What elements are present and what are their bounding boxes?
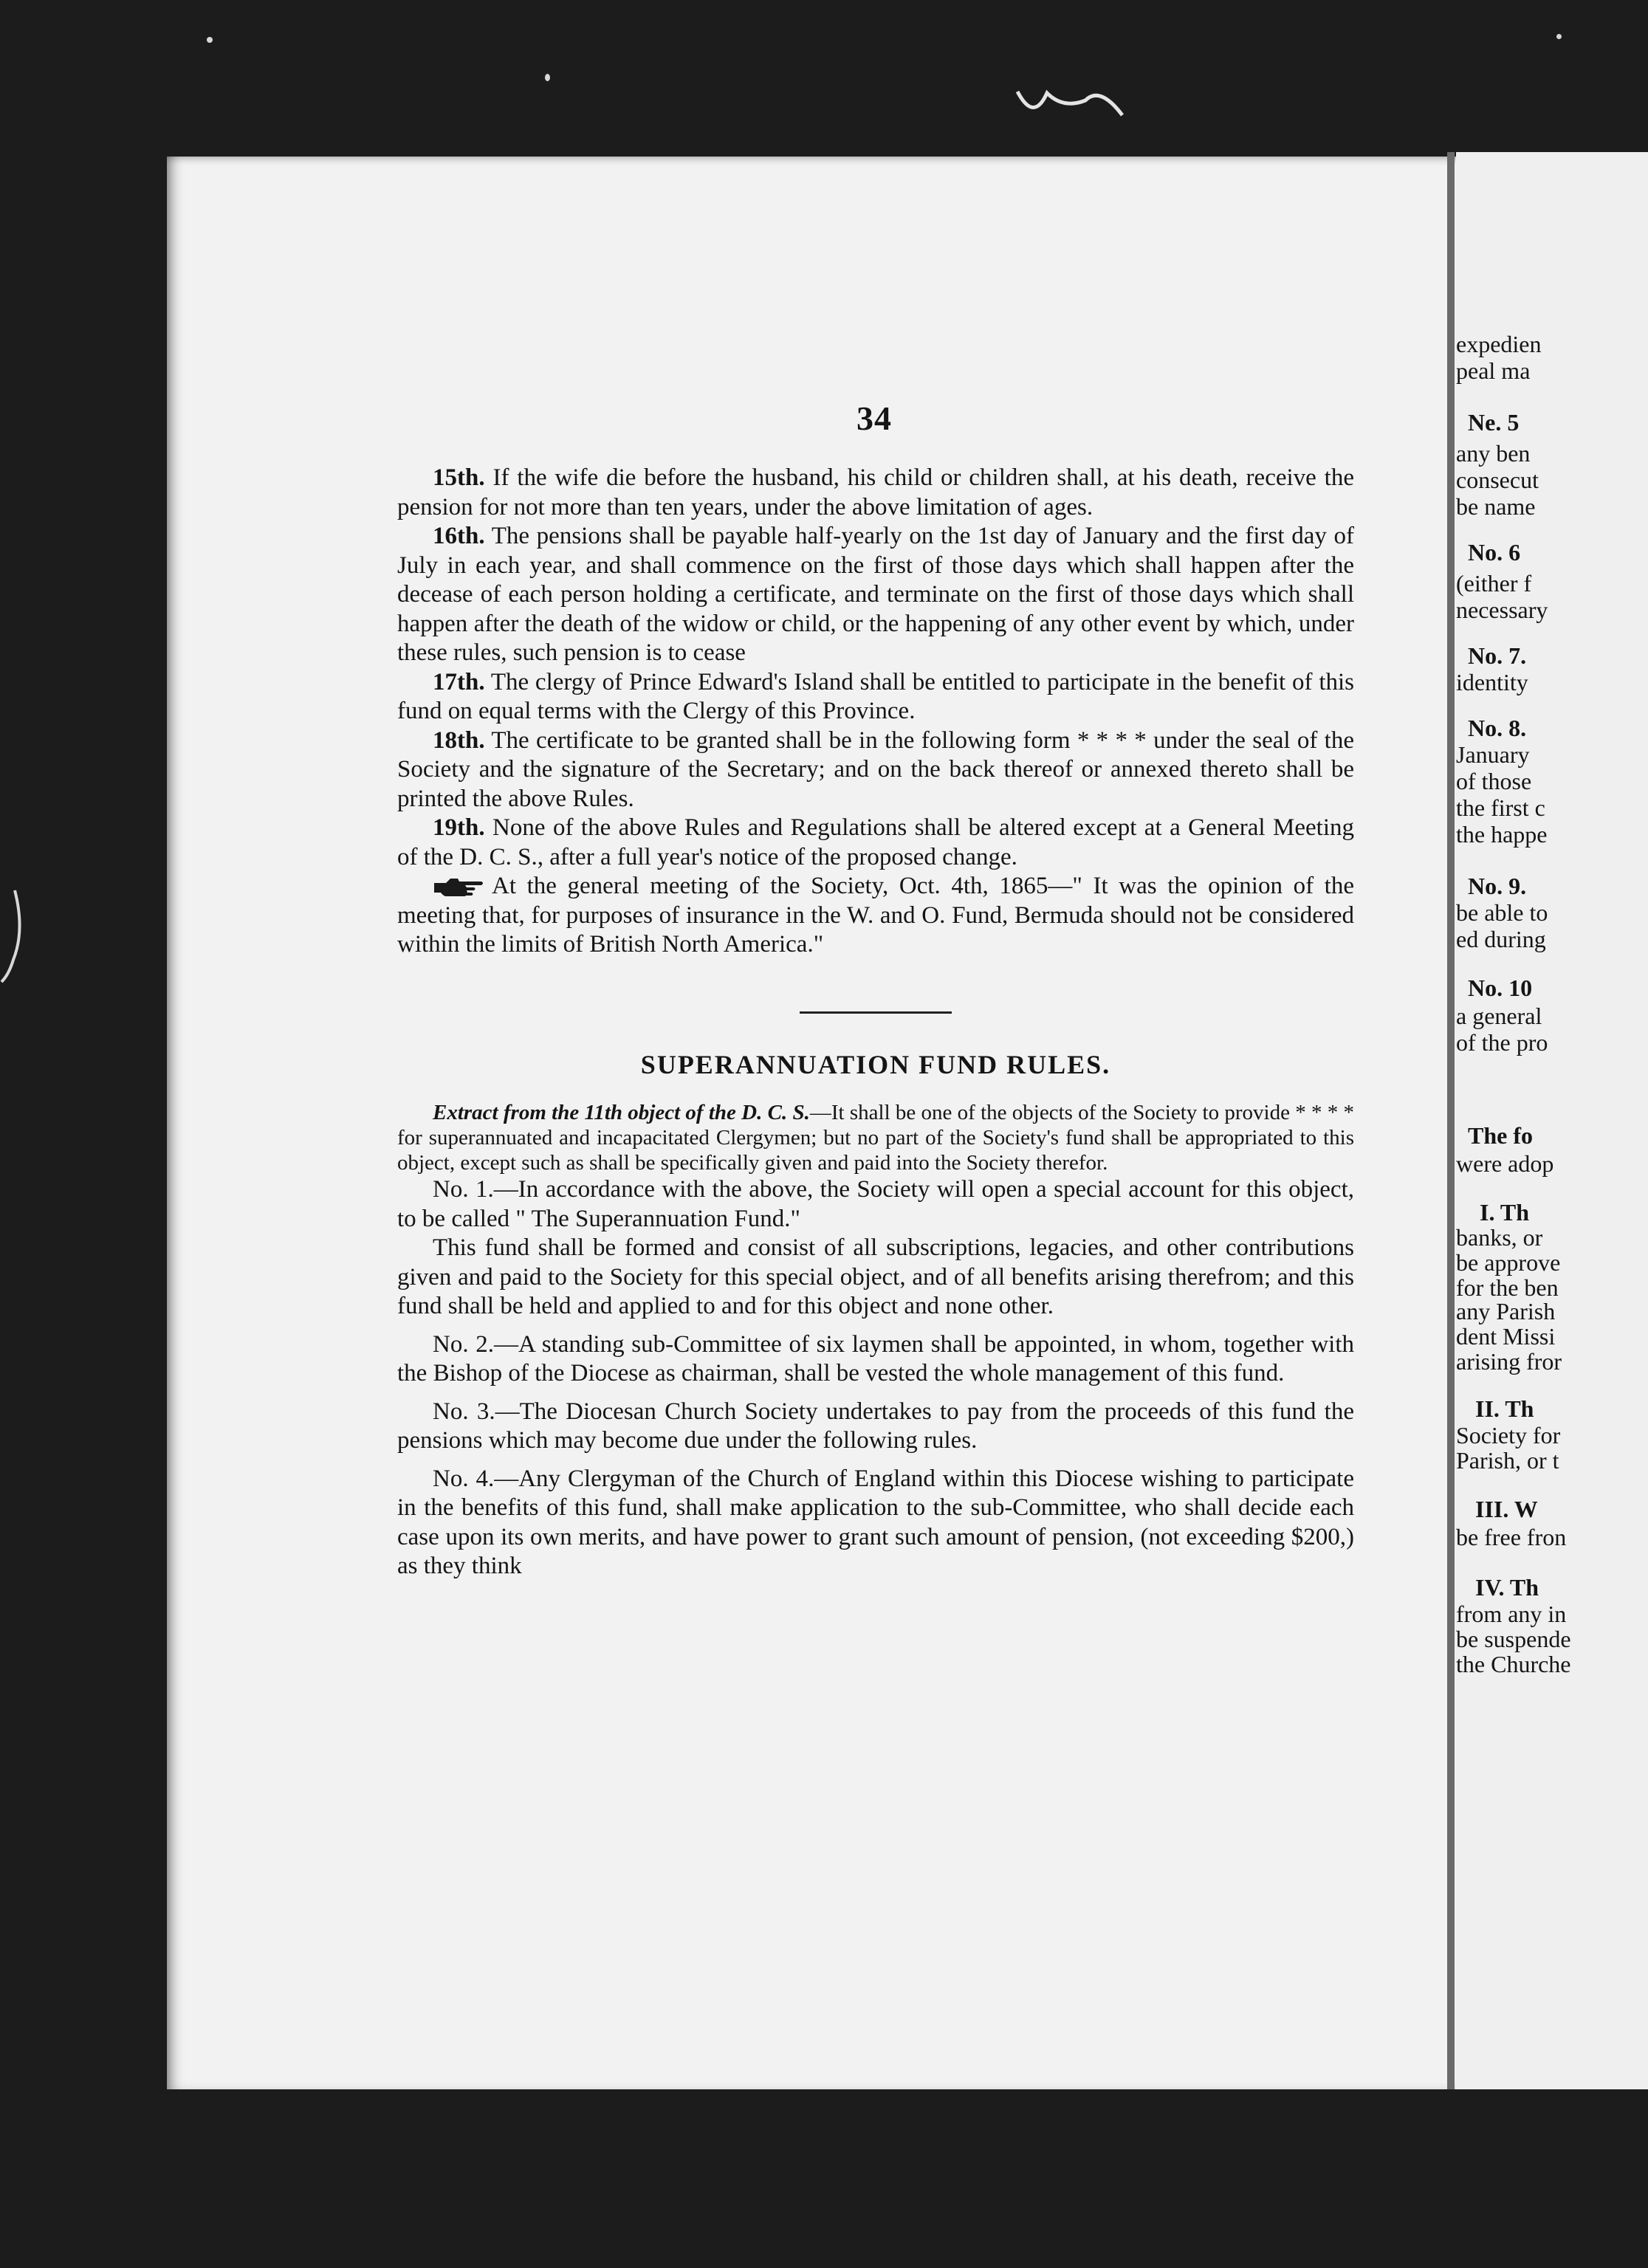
facing-page-line: No. 7.: [1468, 642, 1527, 669]
rule-text: The pensions shall be payable half-yearly on the 1st day of January and the first day of July in each year, and shall commence on the first of those days which shall happen after the decease of each person holding a certificate, and terminate on the first of those days which shall happen after the death of the widow or child, or the happening of any other event by which, under these rules, such pension is to cease: [397, 523, 1355, 666]
facing-page-line: the first c: [1456, 794, 1545, 821]
rule-label: 19th.: [433, 814, 485, 841]
facing-page-line: expedien: [1456, 331, 1542, 357]
facing-page-line: II. Th: [1475, 1395, 1534, 1422]
meeting-note: [397, 872, 1354, 960]
pointing-hand-icon: [433, 876, 486, 896]
rule-label: 18th.: [433, 726, 485, 754]
facing-page-line: be able to: [1456, 899, 1548, 926]
facing-page-line: a general: [1456, 1003, 1542, 1029]
scan-scratch: [0, 886, 30, 997]
rule-no-2: No. 2.—A standing sub-Committee of six laymen shall be appointed, in whom, together with the Bishop of the Diocese as chairman, shall be vested the whole management of this fund.: [397, 1330, 1354, 1386]
meeting-note-text: At the general meeting of the Society, Oct. 4th, 1865—" It was the opinion of the meeting that, for purposes of insurance in the W. and O. Fund, Bermuda should not be considered within the limits of British North America.": [397, 873, 1354, 958]
rule-no-1: No. 1.—In accordance with the above, the Society will open a special account for this object, to be called " The Superannuation Fund.": [397, 1176, 1354, 1232]
facing-page-line: No. 10: [1468, 975, 1533, 1001]
facing-page-line: The fo: [1468, 1122, 1533, 1149]
facing-page-line: Society for: [1456, 1422, 1561, 1449]
facing-page-line: be approve: [1456, 1249, 1561, 1276]
scan-speck: [1556, 34, 1562, 39]
right-page: [1456, 152, 1648, 2089]
facing-page-line: IV. Th: [1475, 1574, 1539, 1601]
scan-speck: [207, 37, 213, 43]
facing-page-line: ed during: [1456, 926, 1546, 952]
rule-text: If the wife die before the husband, his child or children shall, at his death, receive the pension for not more than ten years, under the above limitation of ages.: [397, 464, 1354, 520]
rule-18: [397, 726, 1354, 814]
section-title: SUPERANNUATION FUND RULES.: [640, 1049, 1111, 1079]
facing-page-line: January: [1456, 741, 1530, 768]
facing-page-line: the happe: [1456, 821, 1548, 848]
facing-page-line: No. 6: [1468, 539, 1521, 566]
extract-paragraph: [397, 1100, 1354, 1175]
facing-page-line: No. 8.: [1468, 715, 1527, 741]
rule-no-4: No. 4.—Any Clergyman of the Church of England within this Diocese wishing to participate in the benefits of this fund, shall make application to the sub-Committee, who shall decide each case upon its own merits, and have power to grant such amount of pension, (not exceeding $200,) as they think: [397, 1465, 1354, 1579]
rule-19: [397, 814, 1354, 872]
facing-page-line: banks, or: [1456, 1224, 1543, 1251]
facing-page-line: No. 9.: [1468, 873, 1527, 899]
rule-15: [397, 464, 1354, 522]
facing-page-line: the Churche: [1456, 1651, 1571, 1677]
section-divider: [800, 1011, 952, 1014]
page-number: 34: [856, 399, 892, 437]
facing-page-line: be name: [1456, 493, 1536, 520]
scan-scratch: [1012, 71, 1130, 123]
facing-page-line: I. Th: [1480, 1199, 1530, 1226]
facing-page-line: III. W: [1475, 1496, 1538, 1522]
rule-17: [397, 668, 1354, 726]
rule-label: 16th.: [433, 523, 485, 549]
facing-page-line: were adop: [1456, 1150, 1554, 1177]
rule-no-3: No. 3.—The Diocesan Church Society undertakes to pay from the proceeds of this fund the pensions which may become due under the following rules.: [397, 1398, 1354, 1454]
extract-text: —It shall be one of the objects of the Society to provide * * * * for superannuated and incapacitated Clergymen; but no part of the Society's fund shall be appropriated to this object, except such as shall be specifically given and paid into the Society therefor.: [397, 1101, 1354, 1175]
page-body: [397, 464, 1354, 1581]
facing-page-line: Parish, or t: [1456, 1447, 1559, 1474]
facing-page-line: Ne. 5: [1468, 409, 1520, 436]
rule-text: The clergy of Prince Edward's Island shall be entitled to participate in the benefit of this fund on equal terms with the Clergy of this Province.: [397, 668, 1355, 724]
extract-lead: Extract from the 11th object of the D. C. S.: [433, 1101, 810, 1124]
facing-page-line: any ben: [1456, 440, 1531, 467]
facing-page-line: any Parish: [1456, 1298, 1556, 1324]
rule-16: [397, 522, 1354, 668]
facing-page-line: be suspende: [1456, 1626, 1571, 1652]
page-gutter: [1447, 152, 1455, 2089]
facing-page-line: identity: [1456, 669, 1528, 695]
facing-page-line: from any in: [1456, 1601, 1567, 1627]
facing-page-line: peal ma: [1456, 357, 1531, 384]
facing-page-line: necessary: [1456, 597, 1548, 623]
facing-page-line: arising fror: [1456, 1348, 1562, 1375]
facing-page-line: of those: [1456, 768, 1532, 794]
rule-label: 15th.: [433, 464, 485, 491]
rule-label: 17th.: [433, 668, 485, 695]
facing-page-line: of the pro: [1456, 1029, 1548, 1056]
rule-text: None of the above Rules and Regulations shall be altered except at a General Meeting of the D. C. S., after a full year's notice of the proposed change.: [397, 814, 1355, 870]
facing-page-line: dent Missi: [1456, 1323, 1556, 1350]
facing-page-line: consecut: [1456, 467, 1539, 493]
facing-page-line: (either f: [1456, 570, 1532, 597]
facing-page-line: for the ben: [1456, 1274, 1559, 1301]
fund-description: This fund shall be formed and consist of all subscriptions, legacies, and other contributions given and paid to the Society for this special object, and of all benefits arising therefrom; and this fund shall be held and applied to and for this object and none other.: [397, 1234, 1354, 1319]
scan-speck: [545, 74, 550, 81]
rule-text: The certificate to be granted shall be in the following form * * * * under the seal of the Society and the signature of the Secretary; and on the back thereof or annexed thereto shall be printed the above Rules.: [397, 726, 1354, 812]
facing-page-line: be free fron: [1456, 1524, 1567, 1550]
